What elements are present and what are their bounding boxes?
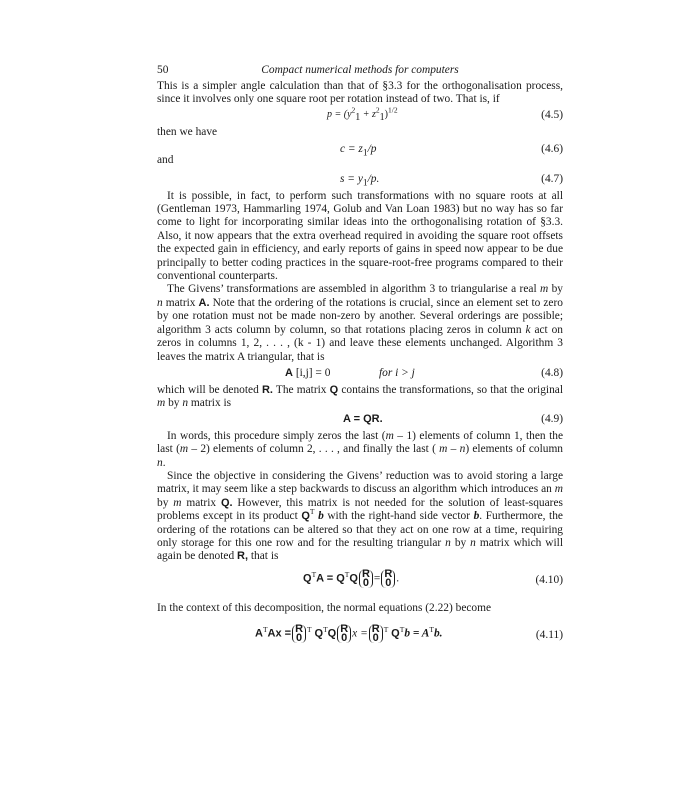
equation-4-11-label: (4.11) (535, 629, 563, 642)
equation-4-5-body: $p = (y^2_1 + z^2_1)^{1/2}$ (327, 105, 398, 123)
equation-4-8 (157, 367, 563, 384)
equation-4-10 (157, 564, 563, 602)
equation-4-9 (157, 413, 563, 430)
equation-4-7 (157, 173, 563, 190)
equation-4-8-condition: for i > j (379, 366, 415, 379)
equation-4-9-label: (4.9) (541, 412, 563, 425)
paragraph-3: The Givens’ transformations are assembled in algorithm 3 to triangularise a real m by n matrix A. Note that the ordering of the rotations is crucial, since an element set to zero by one rotation must not be made non-zero by another. Several orderings are possible; algorithm 3 acts column by column, so that rotations placing zeros in column k act on zeros in columns 1, 2, . . . , (k - 1) and leave these elements unchanged. Algorithm 3 leaves the matrix A triangular, that is (157, 283, 563, 363)
equation-4-9-body: A = QR. (343, 412, 383, 425)
paragraph-6: Since the objective in considering the Givens’ reduction was to avoid storing a large matrix, it may seem like a step backwards to discuss an algorithm which introduces an m by m matrix Q. However, this matrix is not needed for the solution of least-squares problems except in its product $Q^T$ b with the right-hand side vector b. Furthermore, the ordering of the rotations can be altered so that they act on one row at a time, requiring only storage for this one row and for the resulting triangular n by n matrix which will again be denoted R, that is (157, 469, 563, 563)
equation-4-6-label: (4.6) (541, 143, 563, 156)
page-number: 50 (157, 64, 169, 76)
equation-4-7-body: $s = y_1/p$. (340, 172, 380, 188)
paragraph-1: This is a simpler angle calculation than that of §3.3 for the orthogonalisation process, since it involves only one square root per rotation instead of two. That is, if (157, 80, 563, 106)
equation-4-5-label: (4.5) (541, 108, 563, 121)
paragraph-5: In words, this procedure simply zeros the last (m – 1) elements of column 1, then the last (m – 2) elements of column 2, . . . , and finally the last ( m – n) elements of column n. (157, 429, 564, 469)
equation-4-5 (157, 107, 563, 126)
equation-4-10-body: $Q^TA = Q^TQ$ R 0 = R 0 . (303, 567, 400, 589)
equation-4-7-label: (4.7) (541, 172, 563, 185)
equation-4-8-body: A [i,j] = 0 (285, 366, 331, 379)
equation-4-11 (157, 617, 563, 657)
equation-4-8-label: (4.8) (541, 366, 563, 379)
equation-4-6-body: $c = z_1/p$ (340, 143, 377, 159)
paragraph-2: It is possible, in fact, to perform such transformations with no square roots at all (Gentleman 1973, Hammarling 1974, Golub and Van Loan 1983) but no way has so far come to light for incorporating similar ideas into the orthogonalising rotation of §3.3. Also, it now appears that the extra overhead required in avoiding the square root offsets the expected gain in efficiency, and early reports of gains in speed now appear to be due principally to better coding practices in the square-root-free programs compared to their conventional counterparts. (157, 189, 563, 283)
paragraph-4: which will be denoted R. The matrix Q contains the transformations, so that the original m by n matrix is (157, 383, 563, 410)
then-we-have: then we have (157, 125, 218, 138)
paragraph-7: In the context of this decomposition, the normal equations (2.22) become (157, 601, 492, 614)
running-header (157, 64, 563, 78)
equation-4-11-body: $A^TAx$ = R 0 $^T$ $Q^TQ$ R 0 x = R 0 $^T$ $Q^Tb = A^Tb$. (255, 623, 443, 645)
and-text: and (157, 154, 174, 167)
running-title: Compact numerical methods for computers (261, 64, 459, 76)
page (157, 64, 563, 657)
equation-4-6 (157, 143, 563, 159)
equation-4-10-label: (4.10) (535, 573, 563, 586)
